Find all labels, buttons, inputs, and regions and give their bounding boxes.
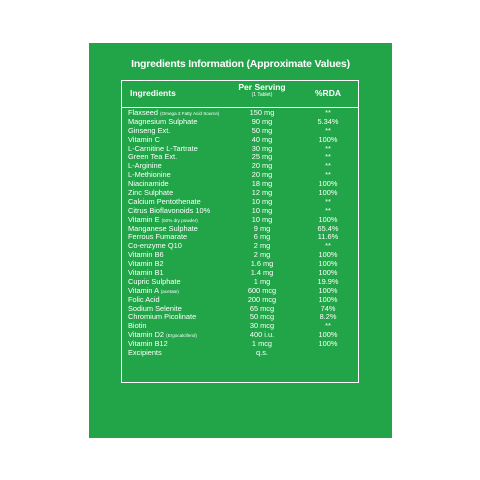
ingredient-label: Manganese Sulphate [128,223,198,233]
ingredient-label: Calcium Pentothenate [128,196,201,206]
table-body [122,109,358,358]
ingredient-amount: 9 mg [253,223,271,233]
ingredient-rda: 100% [318,188,338,198]
ingredient-amount: 150 mg [249,108,275,117]
ingredient-rda: ** [325,143,331,153]
ingredient-label: L-Methionine [128,170,171,180]
ingredient-amount: 1.4 mg [250,268,274,278]
ingredient-label: Green Tea Ext. [128,152,178,162]
ingredient-rda: ** [325,205,331,215]
ingredient-label: Co-enzyme Q10 [128,241,182,251]
ingredient-amount: 25 mg [251,152,273,162]
ingredient-label: Citrus Bioflavonoids 10% [128,205,211,215]
ingredient-rda: ** [325,321,331,331]
ingredient-amount: 1 mg [253,276,271,286]
ingredient-amount: 65 mcg [249,303,275,313]
ingredient-amount: 40 mg [251,134,273,144]
table-row [122,349,358,358]
ingredient-rda: 100% [318,214,338,224]
ingredient-label: Ginseng Ext. [128,125,171,135]
ingredient-amount: 200 mcg [247,294,277,304]
ingredient-label: Vitamin B6 [128,250,164,260]
ingredient-note: (Omega 3 Fatty Acid Source) [160,111,220,116]
ingredient-label: Vitamin B1 [128,268,164,278]
header-per-serving-sub: (1 Tablet) [251,92,273,98]
header-per-serving [230,83,294,98]
ingredient-amount: 20 mg [251,161,273,171]
ingredient-amount: 90 mg [251,116,273,126]
ingredient-amount: 10 mg [251,205,273,215]
ingredient-rda: ** [325,125,331,135]
ingredient-amount: 2 mg [253,250,271,260]
header-per-serving-label: Per Serving [238,82,286,92]
ingredient-rda: 11.6% [317,232,339,242]
ingredient-label: L-Arginine [128,161,162,171]
ingredient-rda: 100% [318,294,338,304]
ingredient-label: Folic Acid [128,294,160,304]
ingredient-rda: 100% [318,134,338,144]
ingredient-rda: 19.9% [317,276,339,286]
ingredient-rda: 100% [318,268,338,278]
ingredient-amount: 50 mg [251,125,273,135]
table-header [122,81,358,108]
table-row [122,313,358,322]
ingredient-rda: ** [325,241,331,251]
ingredient-rda: 74% [320,303,336,313]
ingredient-rda: ** [325,170,331,180]
ingredient-label: Chromium Picolinate [128,312,197,322]
ingredient-label: Niacinamide [128,179,169,189]
ingredient-name [128,349,162,358]
panel-title: Ingredients Information (Approximate Values) [131,58,350,70]
ingredient-rda: ** [325,152,331,162]
ingredient-label: Vitamin B12 [128,339,168,349]
ingredient-amount: 2 mg [253,241,271,251]
ingredient-amount: 400 i.u. [249,330,275,340]
ingredient-label: Vitamin A [128,285,159,295]
ingredient-amount: 1 mcg [251,339,273,349]
ingredient-label: Vitamin E [128,214,160,224]
ingredient-amount: 10 mg [251,196,273,206]
ingredient-label: Magnesium Sulphate [128,116,198,126]
ingredients-panel [89,43,392,438]
ingredient-amount: 6 mg [253,232,271,242]
ingredient-rda: 100% [318,330,338,340]
ingredient-rda: ** [325,196,331,206]
ingredient-amount: 20 mg [251,170,273,180]
ingredient-label: L-Carnitine L-Tartrate [128,143,198,153]
ingredient-label: Zinc Sulphate [128,188,174,198]
header-ingredients: Ingredients [130,88,176,98]
ingredient-amount: 30 mcg [249,321,275,331]
ingredient-rda: ** [325,108,331,117]
ingredient-label: Flaxseed [128,108,158,117]
ingredient-amount: q.s. [256,348,268,358]
ingredient-amount: 600 mcg [247,285,277,295]
ingredient-label: Cupric Sulphate [128,276,181,286]
ingredient-label: Vitamin C [128,134,160,144]
ingredient-label: Sodium Selenite [128,303,182,313]
ingredients-table [121,80,359,383]
ingredient-label: Ferrous Fumarate [128,232,188,242]
ingredient-note: (acetate) [160,288,179,294]
ingredient-label: Excipients [128,348,162,358]
ingredient-rda: 65.4% [317,223,339,233]
ingredient-rda: 100% [318,179,338,189]
header-rda: %RDA [315,88,341,98]
ingredient-note: (50% dry powder) [161,217,198,223]
ingredient-rda: 100% [318,285,338,295]
ingredient-note: (Ergocalciferol) [166,333,197,339]
ingredient-amount: 18 mg [251,179,273,189]
ingredient-amount: 12 mg [251,188,273,198]
ingredient-amount: 10 mg [251,214,273,224]
ingredient-label: Vitamin D2 [128,330,165,340]
ingredient-rda: 5.34% [317,116,339,126]
ingredient-amount: 30 mg [251,143,273,153]
ingredient-rda: 100% [318,339,338,349]
ingredient-label: Biotin [128,321,147,331]
ingredient-rda: 8.2% [319,312,337,322]
ingredient-rda: ** [325,161,331,171]
ingredient-rda: 100% [318,250,338,260]
ingredient-amount: 1.6 mg [250,259,274,269]
ingredient-amount: 50 mcg [249,312,275,322]
ingredient-rda: 100% [318,259,338,269]
ingredient-label: Vitamin B2 [128,259,164,269]
